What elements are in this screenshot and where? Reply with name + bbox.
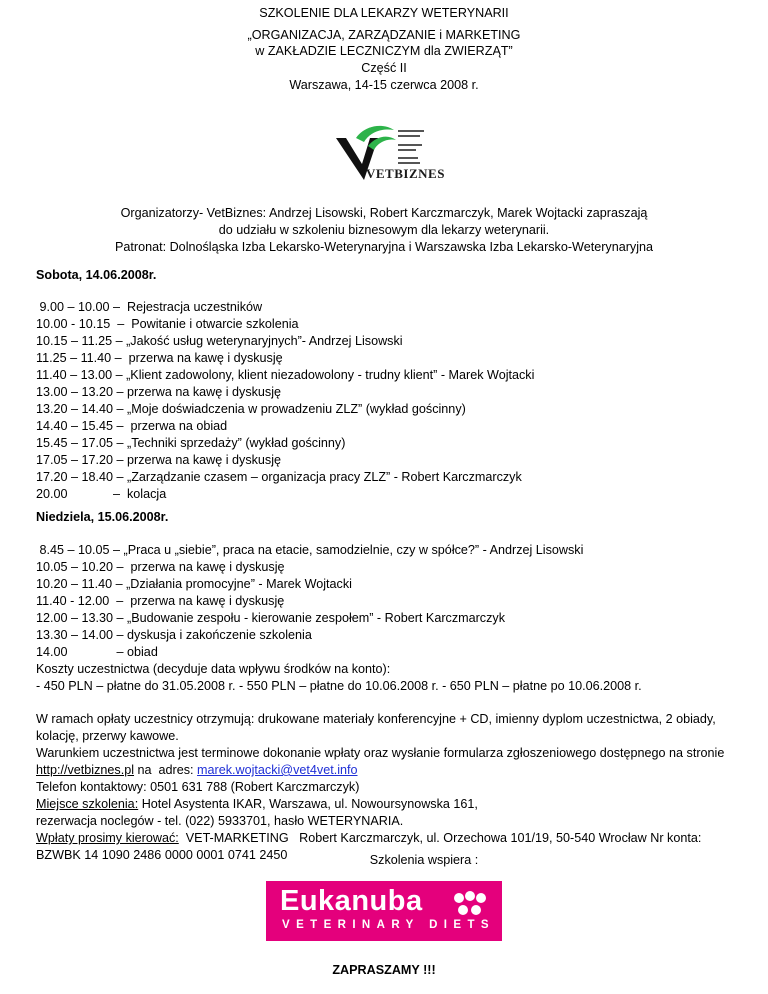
place-value: Hotel Asystenta IKAR, Warszawa, ul. Nowoursynowska 161, [138, 797, 478, 811]
header-part: Część II [361, 61, 407, 75]
schedule-item: 12.00 – 13.30 – „Budowanie zespołu - kierowanie zespołem” - Robert Karczmarczyk [36, 611, 505, 625]
address-prefix: na adres: [134, 763, 198, 777]
sponsor-label-text: Szkolenia wspiera : [369, 853, 479, 867]
info-phone: Telefon kontaktowy: 0501 631 788 (Robert Karczmarczyk) [36, 780, 360, 794]
schedule-item: 17.20 – 18.40 – „Zarządzanie czasem – organizacja pracy ZLZ” - Robert Karczmarczyk [36, 470, 522, 484]
sunday-heading: Niedziela, 15.06.2008r. [36, 510, 169, 524]
info-included-2: kolację, przerwy kawowe. [36, 729, 179, 743]
info-booking: rezerwacja noclegów - tel. (022) 5933701, hasło WETERYNARIA. [36, 814, 404, 828]
schedule-item: 13.20 – 14.40 – „Moje doświadczenia w prowadzeniu ZLZ” (wykład gościnny) [36, 402, 466, 416]
email-link[interactable]: marek.wojtacki@vet4vet.info [197, 763, 358, 777]
info-account: BZWBK 14 1090 2486 0000 0001 0741 2450 [36, 848, 288, 862]
schedule-item: 10.20 – 11.40 – „Działania promocyjne” - Marek Wojtacki [36, 577, 352, 591]
info-place-line [36, 796, 478, 813]
schedule-item: 20.00 – kolacja [36, 487, 167, 501]
costs-intro: Koszty uczestnictwa (decyduje data wpływu środków na konto): [36, 662, 391, 676]
schedule-item: 17.05 – 17.20 – przerwa na kawę i dyskusję [36, 453, 282, 467]
schedule-item: 8.45 – 10.05 – „Praca u „siebie”, praca na etacie, samodzielnie, czy w spółce?” - Andrzej Lisowski [36, 543, 584, 557]
info-conditions: Warunkiem uczestnictwa jest terminowe dokonanie wpłaty oraz wysłanie formularza zgłoszeniowego dostępnego na stronie [36, 746, 725, 760]
schedule-item: 10.15 – 11.25 – „Jakość usług weterynaryjnych”- Andrzej Lisowski [36, 334, 403, 348]
schedule-item: 11.40 – 13.00 – „Klient zadowolony, klient niezadowolony - trudny klient” - Marek Wojtacki [36, 368, 535, 382]
schedule-item: 14.40 – 15.45 – przerwa na obiad [36, 419, 228, 433]
eukanuba-brand: Eukanuba [280, 885, 423, 917]
vetbiznes-site-link[interactable]: http://vetbiznes.pl [36, 763, 135, 777]
schedule-item: 11.40 - 12.00 – przerwa na kawę i dyskusję [36, 594, 285, 608]
intro-patronage: Patronat: Dolnośląska Izba Lekarsko-Weterynaryjna i Warszawska Izba Lekarsko-Weterynaryjna [114, 240, 654, 254]
intro-organizers: Organizatorzy- VetBiznes: Andrzej Lisowski, Robert Karczmarczyk, Marek Wojtacki zapraszają [120, 206, 648, 220]
closing-invitation: ZAPRASZAMY !!! [332, 963, 436, 977]
info-included-1: W ramach opłaty uczestnicy otrzymują: drukowane materiały konferencyjne + CD, imienny dyplom uczestnictwa, 2 obiady, [36, 712, 716, 726]
saturday-heading: Sobota, 14.06.2008r. [36, 268, 157, 282]
schedule-item: 11.25 – 11.40 – przerwa na kawę i dyskusję [36, 351, 283, 365]
schedule-item: 10.05 – 10.20 – przerwa na kawę i dyskusję [36, 560, 285, 574]
eukanuba-logo [266, 881, 502, 941]
costs-prices: - 450 PLN – płatne do 31.05.2008 r. - 550 PLN – płatne do 10.06.2008 r. - 650 PLN – płatne po 10.06.2008 r. [36, 679, 642, 693]
schedule-item: 15.45 – 17.05 – „Techniki sprzedaży” (wykład gościnny) [36, 436, 346, 450]
info-registration-line [36, 762, 358, 779]
payment-value: VET-MARKETING Robert Karczmarczyk, ul. Orzechowa 101/19, 50-540 Wrocław Nr konta: [178, 831, 702, 845]
header-date-place: Warszawa, 14-15 czerwca 2008 r. [289, 78, 479, 92]
header-title: SZKOLENIE DLA LEKARZY WETERYNARII [259, 6, 509, 20]
sponsor-label [0, 852, 768, 869]
sunday-schedule [36, 542, 583, 661]
header-course-title-1: „ORGANIZACJA, ZARZĄDZANIE i MARKETING [247, 28, 521, 42]
eukanuba-tagline: VETERINARY DIETS [282, 919, 495, 931]
intro-invitation: do udziału w szkoleniu biznesowym dla lekarzy weterynarii. [218, 223, 550, 237]
schedule-item: 13.00 – 13.20 – przerwa na kawę i dyskusję [36, 385, 282, 399]
payment-label: Wpłaty prosimy kierować: [36, 831, 179, 845]
info-payment-line [36, 830, 701, 847]
vetbiznes-brand-text: VETBIZNES [366, 166, 445, 181]
schedule-item: 9.00 – 10.00 – Rejestracja uczestników [36, 300, 263, 314]
paw-print-icon [452, 890, 488, 918]
schedule-item: 13.30 – 14.00 – dyskusja i zakończenie szkolenia [36, 628, 312, 642]
place-label: Miejsce szkolenia: [36, 797, 139, 811]
vetbiznes-logo [334, 124, 445, 184]
schedule-item: 10.00 - 10.15 – Powitanie i otwarcie szkolenia [36, 317, 299, 331]
header-course-title-2: w ZAKŁADZIE LECZNICZYM dla ZWIERZĄT” [255, 44, 513, 58]
schedule-item: 14.00 – obiad [36, 645, 158, 659]
saturday-schedule [36, 299, 534, 503]
